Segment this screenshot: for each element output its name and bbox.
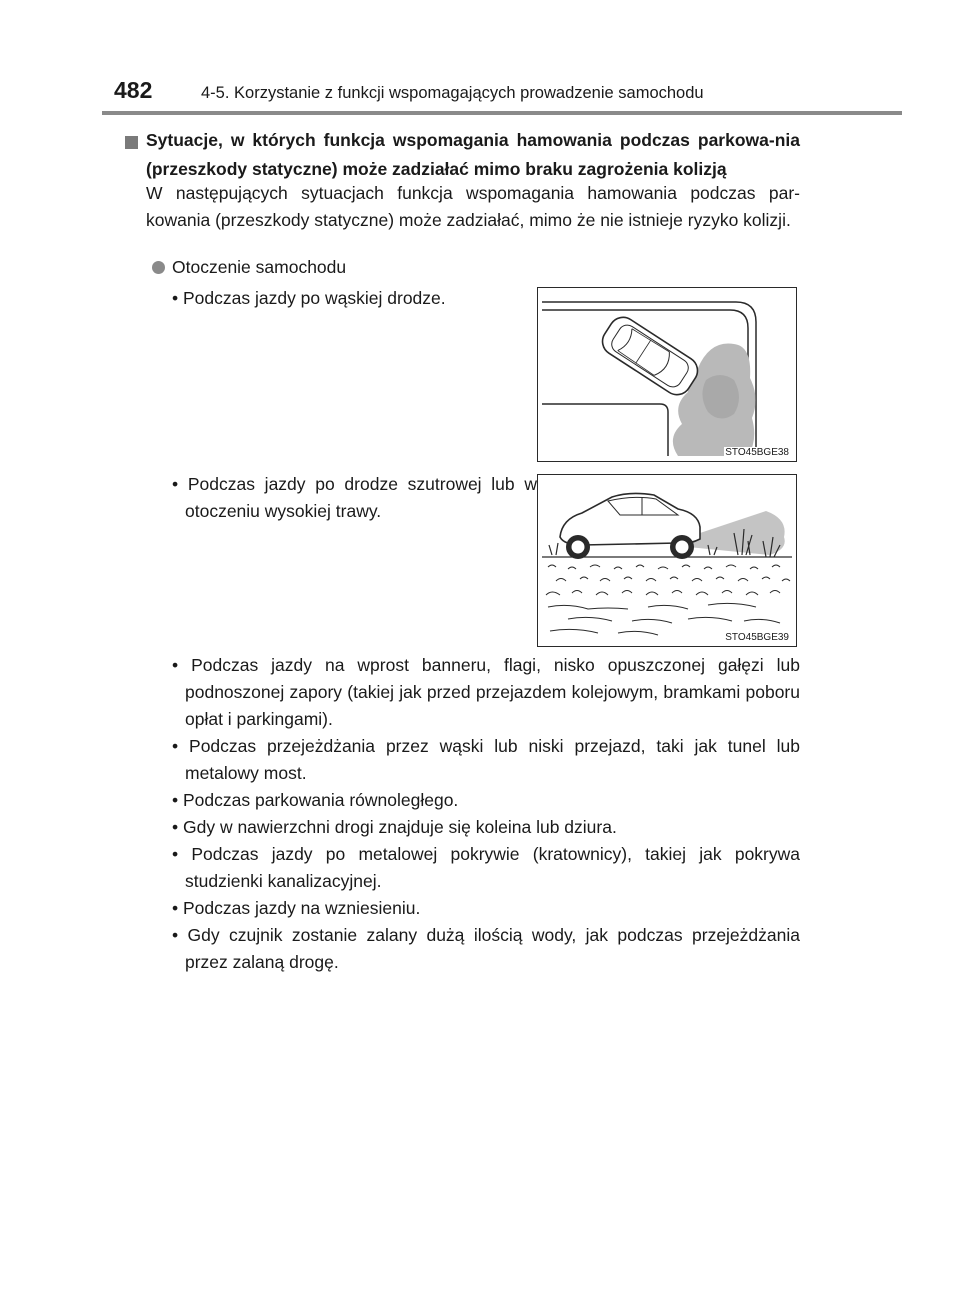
subheading: Otoczenie samochodu (172, 257, 347, 277)
chapter-title: 4-5. Korzystanie z funkcji wspomagających prowadzenie samochodu (201, 84, 704, 102)
list-item: • Podczas parkowania równoległego. (172, 790, 459, 810)
page-number: 482 (114, 77, 153, 103)
intro-paragraph: W następujących sytuacjach funkcja wspomagania hamowania podczas par-kowania (przeszkody statyczne) może zadziałać, mimo że nie istnieje ryzyko kolizji. (146, 183, 800, 230)
figure-code: STO45BGE38 (725, 447, 789, 458)
figure-2-caption: • Podczas jazdy po drodze szutrowej lub w otoczeniu wysokiej trawy. (172, 474, 537, 521)
narrow-road-illustration (538, 288, 796, 460)
list-item: • Podczas przejeżdżania przez wąski lub niski przejazd, taki jak tunel lub metalowy most. (172, 736, 800, 783)
figure-narrow-road (537, 287, 797, 462)
square-bullet-icon (125, 136, 138, 149)
figure-gravel-grass (537, 474, 797, 647)
list-item: • Podczas jazdy na wzniesieniu. (172, 898, 421, 918)
list-item: • Gdy czujnik zostanie zalany dużą ilością wody, jak podczas przejeżdżania przez zalaną drogę. (172, 925, 800, 972)
list-item: • Gdy w nawierzchni drogi znajduje się koleina lub dziura. (172, 817, 617, 837)
circle-bullet-icon (152, 261, 165, 274)
figure-1-caption: • Podczas jazdy po wąskiej drodze. (172, 288, 446, 308)
header-divider (102, 111, 902, 115)
gravel-road-illustration (538, 475, 796, 645)
situation-list (172, 652, 800, 976)
list-item: • Podczas jazdy po metalowej pokrywie (kratownicy), takiej jak pokrywa studzienki kanalizacyjnej. (172, 844, 800, 891)
figure-code: STO45BGE39 (725, 632, 789, 643)
section-heading: Sytuacje, w których funkcja wspomagania hamowania podczas parkowa-nia (przeszkody statyczne) może zadziałać mimo braku zagrożenia kolizją (146, 130, 800, 179)
list-item: • Podczas jazdy na wprost banneru, flagi, nisko opuszczonej gałęzi lub podnoszonej zapory (takiej jak przed przejazdem kolejowym, bramkami poboru opłat i parkingami). (172, 655, 800, 729)
